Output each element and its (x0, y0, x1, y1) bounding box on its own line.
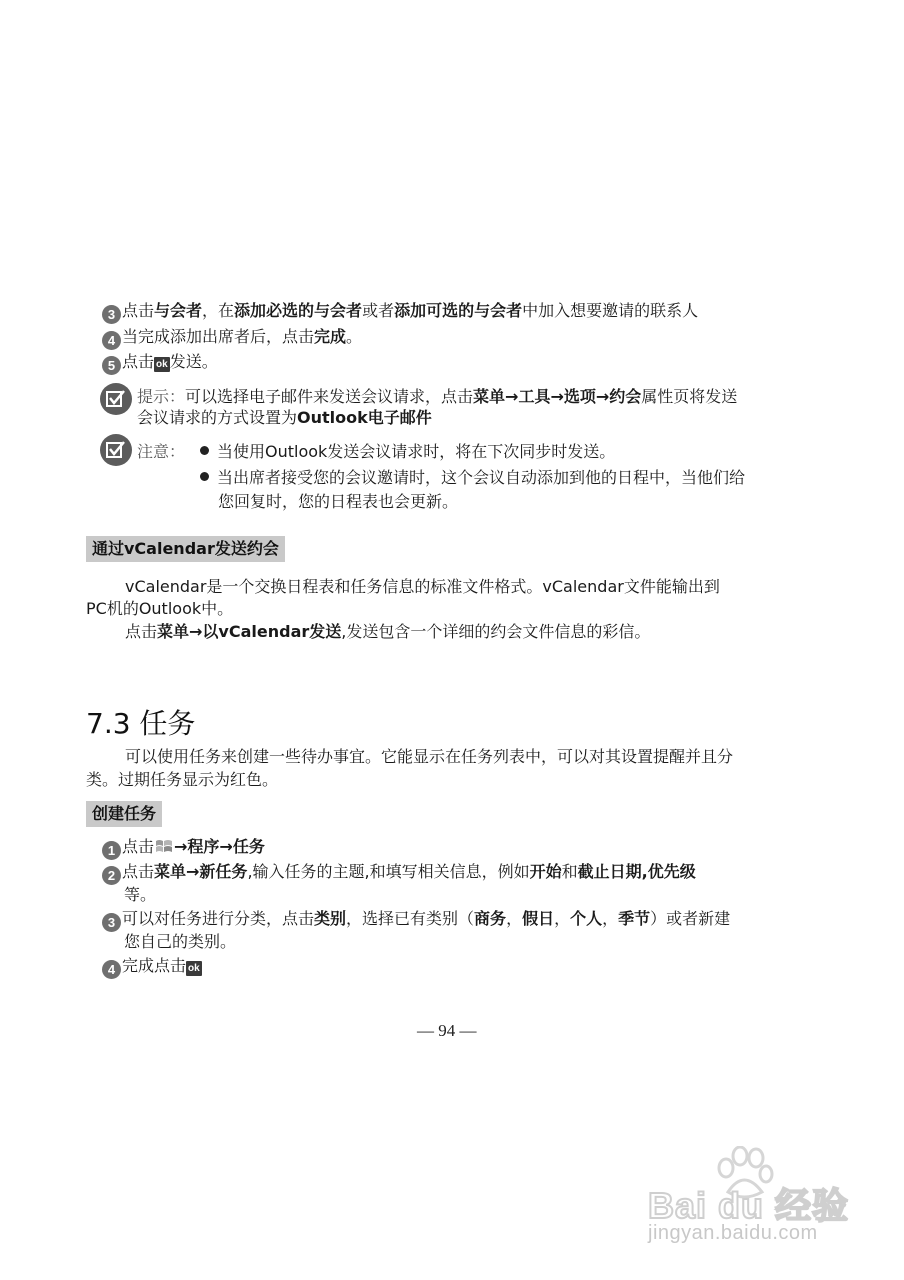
tasks-intro: 可以使用任务来创建一些待办事宜。它能显示在任务列表中，可以对其设置提醒并且分 (125, 747, 734, 766)
watermark-brand: Bai du 经验 (648, 1185, 850, 1226)
tasks-intro-cont: 类。过期任务显示为红色。 (86, 770, 279, 789)
section-title-vcalendar: 通过vCalendar发送约会 (86, 536, 285, 562)
note-bullet-2-cont: 您回复时，您的日程表也会更新。 (218, 492, 459, 511)
windows-start-icon (154, 838, 174, 854)
step-number: 1 (102, 841, 121, 860)
vcal-para-2: 点击菜单→以vCalendar发送,发送包含一个详细的约会文件信息的彩信。 (125, 622, 651, 641)
step-5: 5 点击 ok 发送。 (102, 351, 218, 375)
step-number: 2 (102, 866, 121, 885)
note-label: 注意： (137, 442, 186, 461)
tip-label: 提示： (137, 387, 186, 406)
task-step-2: 2 点击菜单→新任务,输入任务的主题,和填写相关信息，例如开始和截止日期,优先级 (102, 861, 696, 885)
vcal-para-1: vCalendar是一个交换日程表和任务信息的标准文件格式。vCalendar文件能输出到 (125, 577, 720, 596)
task-step-1: 1 点击 →程序→任务 (102, 836, 265, 860)
bullet-icon (200, 472, 209, 481)
ok-icon: ok (156, 359, 168, 370)
task-step-3-cont: 您自己的类别。 (124, 932, 237, 951)
vcal-para-1-cont: PC机的Outlook中。 (86, 599, 234, 618)
task-step-2-cont: 等。 (124, 885, 157, 904)
ok-icon: ok (188, 963, 200, 974)
page-number: — 94 — (417, 1021, 477, 1040)
watermark-logo (648, 1160, 858, 1250)
note-bullet-1: 当使用Outlook发送会议请求时，将在下次同步时发送。 (200, 441, 615, 463)
step-number: 3 (102, 913, 121, 932)
tip-line-1: 提示：可以选择电子邮件来发送会议请求，点击菜单→工具→选项→约会属性页将发送 (137, 387, 738, 406)
task-step-3: 3 可以对任务进行分类，点击类别，选择已有类别（商务，假日，个人，季节）或者新建 (102, 908, 730, 932)
note-bullet-2: 当出席者接受您的会议邀请时，这个会议自动添加到他的日程中，当他们给 (200, 467, 745, 489)
step-3: 3 点击与会者，在添加必选的与会者或者添加可选的与会者中加入想要邀请的联系人 (102, 300, 698, 324)
step-number: 3 (102, 305, 121, 324)
tip-line-2: 会议请求的方式设置为Outlook电子邮件 (137, 408, 432, 427)
section-title-create-task: 创建任务 (86, 801, 162, 827)
task-step-4: 4 完成点击 ok (102, 955, 202, 979)
step-number: 5 (102, 356, 121, 375)
checkbox-note-icon (100, 434, 132, 466)
step-4: 4 当完成添加出席者后，点击完成。 (102, 326, 362, 350)
section-heading-tasks: 7.3 任务 (86, 707, 196, 740)
bullet-icon (200, 446, 209, 455)
watermark-url: jingyan.baidu.com (648, 1222, 818, 1244)
step-number: 4 (102, 960, 121, 979)
step-number: 4 (102, 331, 121, 350)
checkbox-tip-icon (100, 383, 132, 415)
